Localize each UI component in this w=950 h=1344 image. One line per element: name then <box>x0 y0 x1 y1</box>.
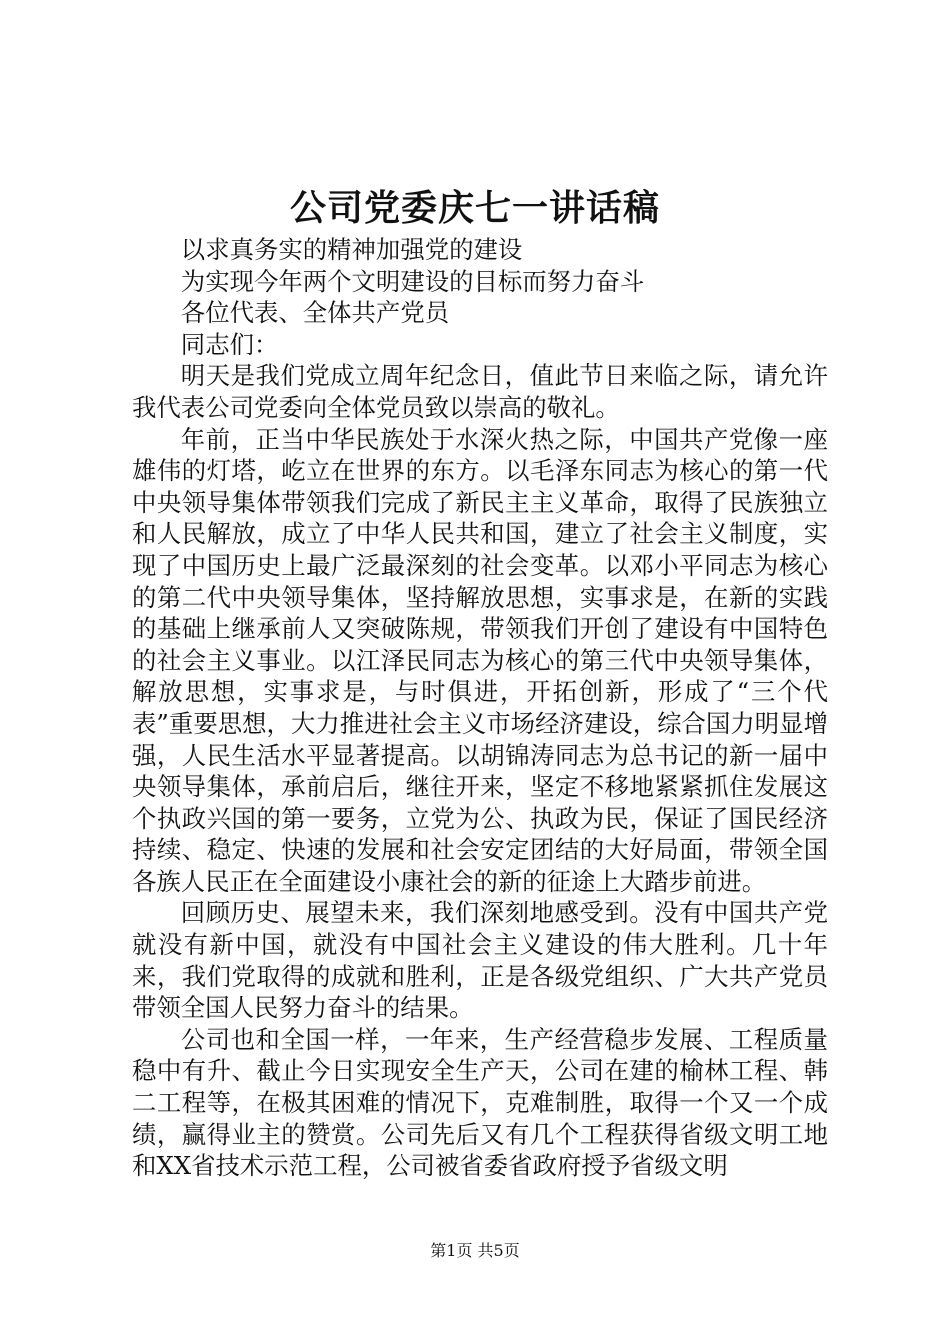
paragraph: 年前，正当中华民族处于水深火热之际，中国共产党像一座雄伟的灯塔，屹立在世界的东方。以毛泽东同志为核心的第一代中央领导集体带领我们完成了新民主主义革命，取得了民族独立和人民解放，成立了中华人民共和国，建立了社会主义制度，实现了中国历史上最广泛最深刻的社会变革。以邓小平同志为核心的第二代中央领导集体，坚持解放思想，实事求是，在新的实践的基础上继承前人又突破陈规，带领我们开创了建设有中国特色的社会主义事业。以江泽民同志为核心的第三代中央领导集体，解放思想，实事求是，与时俱进，开拓创新，形成了“三个代表”重要思想，大力推进社会主义市场经济建设，综合国力明显增强，人民生活水平显著提高。以胡锦涛同志为总书记的新一届中央领导集体，承前启后，继往开来，坚定不移地紧紧抓住发展这个执政兴国的第一要务，立党为公、执政为民，保证了国民经济持续、稳定、快速的发展和社会安定团结的大好局面，带领全国各族人民正在全面建设小康社会的新的征途上大踏步前进。 <box>132 424 828 896</box>
paragraph: 公司也和全国一样，一年来，生产经营稳步发展、工程质量稳中有升、截止今日实现安全生产天，公司在建的榆林工程、韩二工程等，在极其困难的情况下，克难制胜，取得一个又一个成绩，赢得业主的赞赏。公司先后又有几个工程获得省级文明工地和XX省技术示范工程，公司被省委省政府授予省级文明 <box>132 1024 828 1181</box>
document-title: 公司党委庆七一讲话稿 <box>289 187 660 229</box>
paragraph: 为实现今年两个文明建设的目标而努力奋斗 <box>180 266 645 296</box>
document-body <box>132 234 828 1182</box>
paragraph: 明天是我们党成立周年纪念日，值此节日来临之际，请允许我代表公司党委向全体党员致以崇高的敬礼。 <box>132 361 828 422</box>
paragraph: 各位代表、全体共产党员 <box>180 298 450 328</box>
paragraph: 回顾历史、展望未来，我们深刻地感受到。没有中国共产党就没有新中国，就没有中国社会主义建设的伟大胜利。几十年来，我们党取得的成就和胜利，正是各级党组织、广大共产党员带领全国人民努力奋斗的结果。 <box>132 898 828 1023</box>
page-number: 第1页 共5页 <box>430 1241 520 1260</box>
paragraph: 同志们： <box>180 329 279 359</box>
paragraph: 以求真务实的精神加强党的建设 <box>180 235 523 264</box>
